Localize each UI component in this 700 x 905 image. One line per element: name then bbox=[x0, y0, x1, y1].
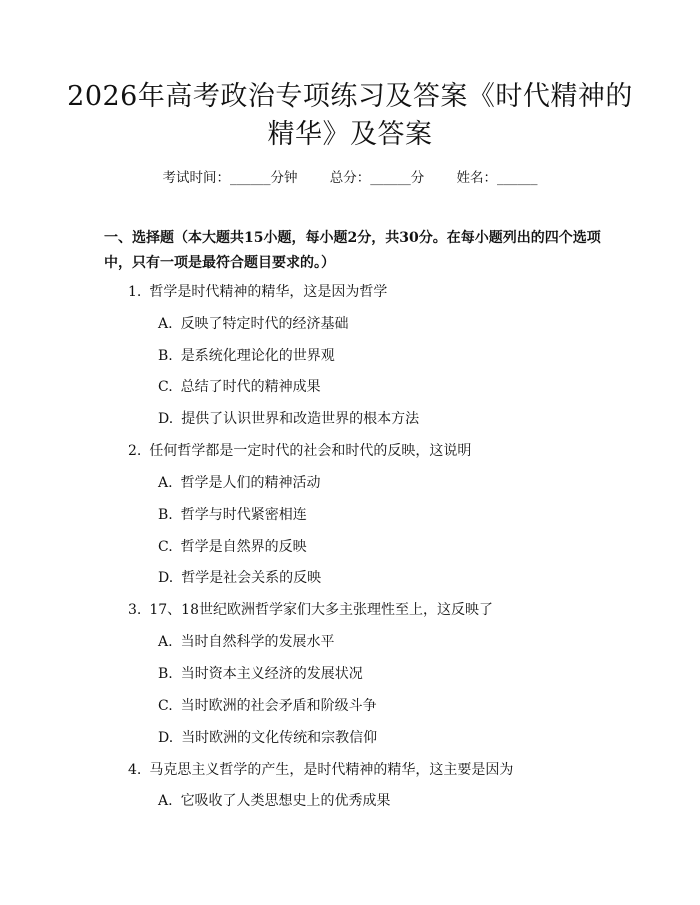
question-stem: 马克思主义哲学的产生，是时代精神的精华，这主要是因为 bbox=[149, 762, 514, 778]
option-text: 总结了时代的精神成果 bbox=[180, 379, 321, 395]
option-label: D. bbox=[158, 730, 174, 746]
question-number: 3. bbox=[128, 602, 142, 618]
question-number: 1. bbox=[128, 284, 142, 300]
option-3c bbox=[158, 696, 377, 716]
option-text: 是系统化理论化的世界观 bbox=[180, 348, 335, 364]
option-text: 哲学是自然界的反映 bbox=[180, 539, 307, 555]
option-label: C. bbox=[158, 379, 173, 395]
option-label: C. bbox=[158, 539, 173, 555]
option-label: D. bbox=[158, 570, 174, 586]
option-label: B. bbox=[158, 666, 173, 682]
option-3a bbox=[158, 632, 335, 652]
option-1a bbox=[158, 314, 349, 334]
question-stem: 任何哲学都是一定时代的社会和时代的反映，这说明 bbox=[149, 443, 472, 459]
option-1b bbox=[158, 346, 335, 366]
student-name-field: 姓名：______ bbox=[456, 170, 538, 186]
question-stem: 17、18世纪欧洲哲学家们大多主张理性至上，这反映了 bbox=[149, 602, 493, 618]
page-title: 2026年高考政治专项练习及答案《时代精神的精华》及答案 bbox=[67, 81, 633, 150]
option-label: A. bbox=[158, 634, 173, 650]
option-2d bbox=[158, 568, 321, 588]
option-text: 当时自然科学的发展水平 bbox=[180, 634, 335, 650]
exam-info-row bbox=[0, 168, 700, 188]
question-number: 4. bbox=[128, 762, 142, 778]
option-3d bbox=[158, 728, 377, 748]
option-label: B. bbox=[158, 348, 173, 364]
question-1 bbox=[128, 282, 387, 302]
option-text: 反映了特定时代的经济基础 bbox=[180, 316, 349, 332]
option-4a bbox=[158, 791, 391, 811]
option-label: A. bbox=[158, 793, 173, 809]
option-label: C. bbox=[158, 698, 173, 714]
question-4 bbox=[128, 760, 513, 780]
option-text: 哲学是人们的精神活动 bbox=[180, 475, 321, 491]
option-label: B. bbox=[158, 507, 173, 523]
option-1d bbox=[158, 409, 419, 429]
option-2a bbox=[158, 473, 321, 493]
option-2b bbox=[158, 505, 307, 525]
option-1c bbox=[158, 377, 321, 397]
question-2 bbox=[128, 441, 471, 461]
option-label: D. bbox=[158, 411, 174, 427]
section-heading: 一、选择题（本大题共15小题，每小题2分，共30分。在每小题列出的四个选项中，只有一项是最符合题目要求的。） bbox=[104, 230, 601, 271]
option-text: 哲学是社会关系的反映 bbox=[181, 570, 322, 586]
question-number: 2. bbox=[128, 443, 142, 459]
option-text: 提供了认识世界和改造世界的根本方法 bbox=[181, 411, 420, 427]
option-label: A. bbox=[158, 316, 173, 332]
question-3 bbox=[128, 600, 493, 620]
option-text: 当时欧洲的社会矛盾和阶级斗争 bbox=[180, 698, 377, 714]
option-text: 当时欧洲的文化传统和宗教信仰 bbox=[181, 730, 378, 746]
option-3b bbox=[158, 664, 363, 684]
total-score-field: 总分：______分 bbox=[329, 170, 425, 186]
option-text: 当时资本主义经济的发展状况 bbox=[180, 666, 363, 682]
option-2c bbox=[158, 537, 307, 557]
option-text: 它吸收了人类思想史上的优秀成果 bbox=[180, 793, 391, 809]
exam-time-field: 考试时间：______分钟 bbox=[162, 170, 298, 186]
option-label: A. bbox=[158, 475, 173, 491]
option-text: 哲学与时代紧密相连 bbox=[180, 507, 307, 523]
question-stem: 哲学是时代精神的精华，这是因为哲学 bbox=[149, 284, 388, 300]
